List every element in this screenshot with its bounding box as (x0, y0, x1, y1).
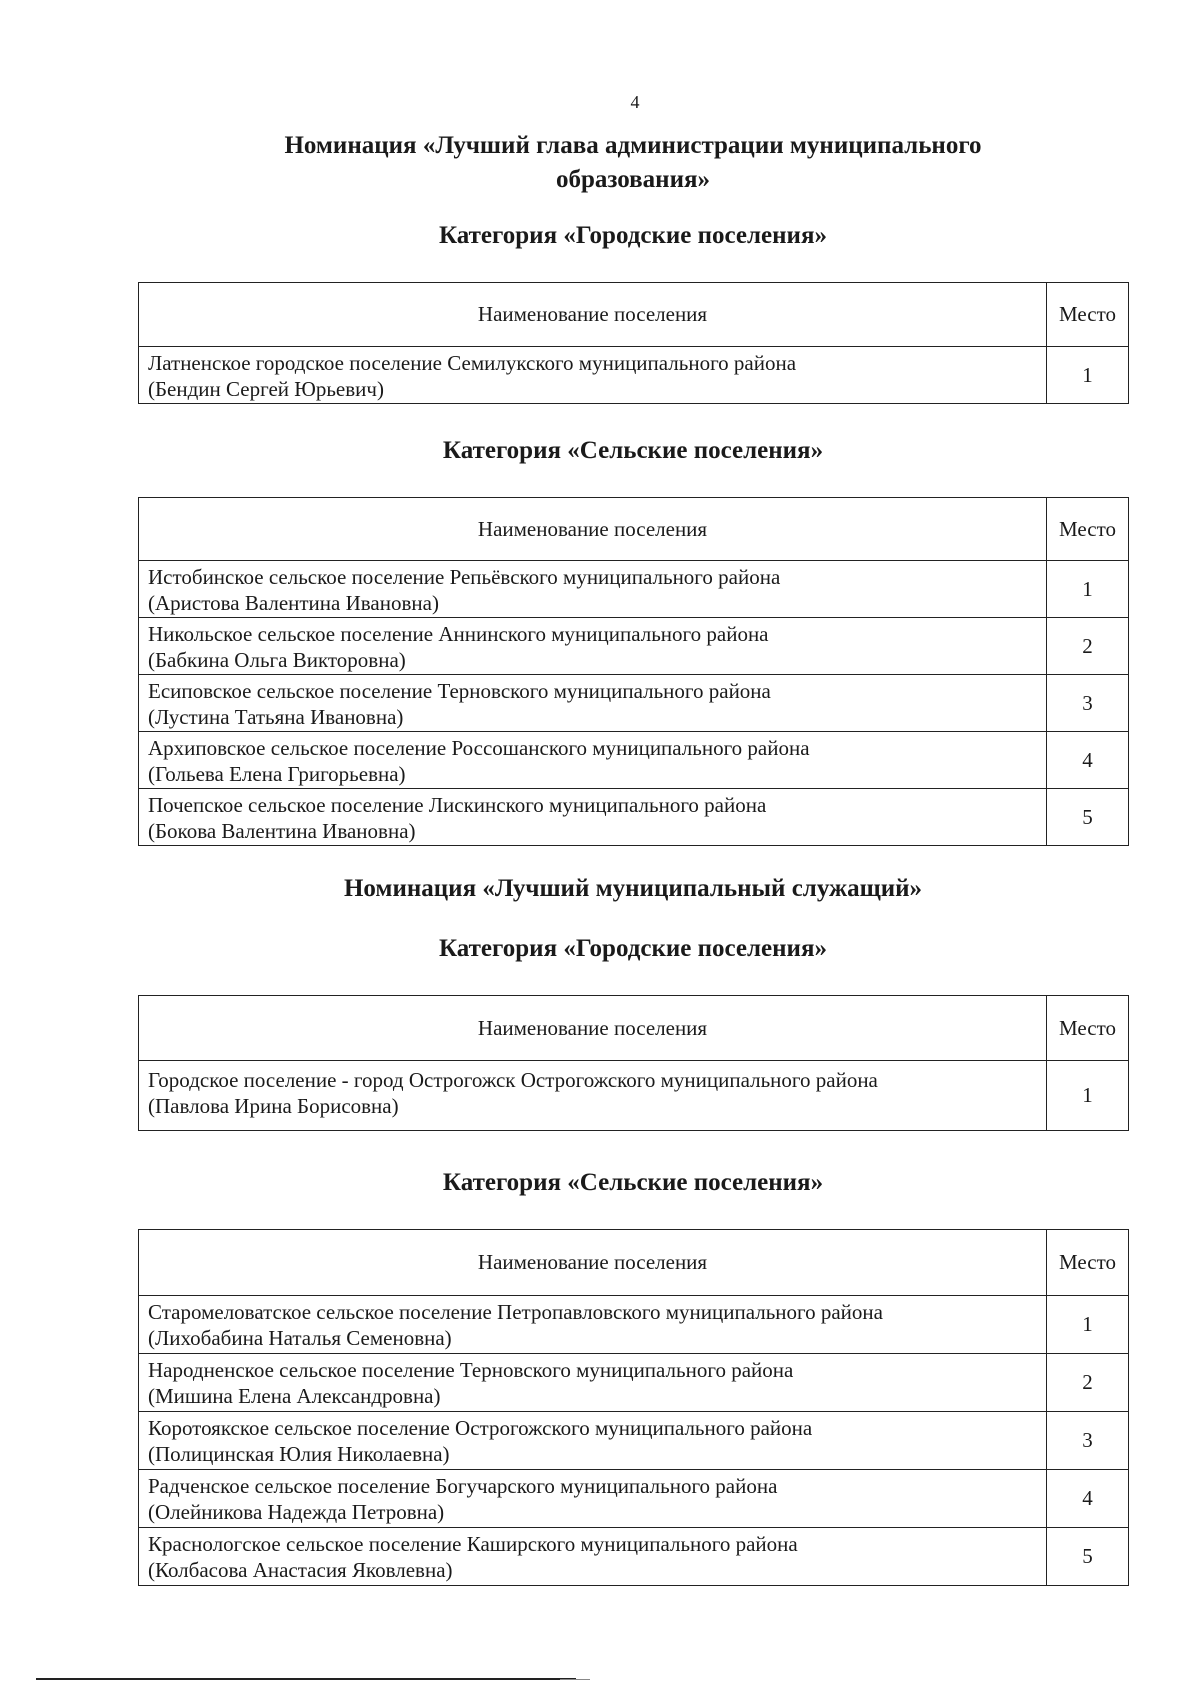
head-name: (Колбасова Анастасия Яковлевна) (148, 1558, 453, 1582)
category-title: Категория «Сельские поселения» (442, 437, 824, 464)
nomination-title: Номинация «Лучший глава администрации муниципального образования» (284, 132, 982, 193)
settlement-cell (139, 1061, 1047, 1131)
table-row (139, 618, 1129, 675)
nomination-title: Номинация «Лучший муниципальный служащий» (343, 875, 923, 902)
head-name: (Олейникова Надежда Петровна) (148, 1500, 445, 1524)
settlement-name: Радченское сельское поселение Богучарского муниципального района (148, 1474, 778, 1498)
column-header-settlement: Наименование поселения (139, 498, 1047, 561)
footer-divider-fragment (560, 1679, 590, 1680)
settlement-name: Архиповское сельское поселение Россошанского муниципального района (148, 736, 810, 760)
settlement-name: Истобинское сельское поселение Репьёвского муниципального района (148, 565, 781, 589)
settlement-name: Есиповское сельское поселение Терновского муниципального района (148, 679, 771, 703)
head-name: (Бабкина Ольга Викторовна) (148, 648, 406, 672)
settlement-cell (139, 1470, 1047, 1528)
table-row (139, 1061, 1129, 1131)
category-title: Категория «Сельские поселения» (442, 1169, 824, 1196)
place-cell: 4 (1047, 1470, 1129, 1528)
settlement-cell (139, 347, 1047, 404)
place-cell: 5 (1047, 789, 1129, 846)
place-cell: 3 (1047, 675, 1129, 732)
settlement-name: Краснологское сельское поселение Каширского муниципального района (148, 1532, 798, 1556)
settlement-cell (139, 1412, 1047, 1470)
settlement-cell (139, 732, 1047, 789)
table-row (139, 675, 1129, 732)
settlement-cell (139, 1528, 1047, 1586)
head-name: (Мишина Елена Александровна) (148, 1384, 441, 1408)
results-table (138, 995, 1129, 1131)
settlement-cell (139, 1354, 1047, 1412)
place-cell: 5 (1047, 1528, 1129, 1586)
head-name: (Аристова Валентина Ивановна) (148, 591, 439, 615)
head-name: (Павлова Ирина Борисовна) (148, 1094, 399, 1118)
table-header-row (139, 996, 1129, 1061)
place-cell: 2 (1047, 1354, 1129, 1412)
place-cell: 1 (1047, 561, 1129, 618)
page-number: 4 (630, 92, 640, 112)
column-header-settlement: Наименование поселения (139, 283, 1047, 347)
table-header-row (139, 1230, 1129, 1296)
head-name: (Лихобабина Наталья Семеновна) (148, 1326, 452, 1350)
head-name: (Бокова Валентина Ивановна) (148, 819, 416, 843)
column-header-place: Место (1047, 498, 1129, 561)
table-row (139, 789, 1129, 846)
place-cell: 1 (1047, 347, 1129, 404)
place-cell: 2 (1047, 618, 1129, 675)
place-cell: 1 (1047, 1061, 1129, 1131)
settlement-cell (139, 675, 1047, 732)
place-cell: 3 (1047, 1412, 1129, 1470)
settlement-cell (139, 618, 1047, 675)
place-cell: 1 (1047, 1296, 1129, 1354)
category-title: Категория «Городские поселения» (439, 935, 827, 962)
results-table (138, 497, 1129, 846)
table-row (139, 1470, 1129, 1528)
settlement-name: Коротоякское сельское поселение Острогожского муниципального района (148, 1416, 813, 1440)
table-row (139, 1296, 1129, 1354)
table-header-row (139, 283, 1129, 347)
table-row (139, 1412, 1129, 1470)
table-header-row (139, 498, 1129, 561)
column-header-settlement: Наименование поселения (139, 996, 1047, 1061)
column-header-settlement: Наименование поселения (139, 1230, 1047, 1296)
table-row (139, 1354, 1129, 1412)
place-cell: 4 (1047, 732, 1129, 789)
column-header-place: Место (1047, 996, 1129, 1061)
results-table (138, 1229, 1129, 1586)
head-name: (Полицинская Юлия Николаевна) (148, 1442, 450, 1466)
table-row (139, 347, 1129, 404)
category-title: Категория «Городские поселения» (439, 222, 827, 249)
table-row (139, 732, 1129, 789)
settlement-name: Народненское сельское поселение Терновского муниципального района (148, 1358, 794, 1382)
settlement-name: Никольское сельское поселение Аннинского муниципального района (148, 622, 769, 646)
settlement-cell (139, 561, 1047, 618)
settlement-name: Латненское городское поселение Семилукского муниципального района (148, 351, 797, 375)
settlement-name: Городское поселение - город Острогожск Острогожского муниципального района (148, 1068, 878, 1092)
settlement-cell (139, 789, 1047, 846)
column-header-place: Место (1047, 283, 1129, 347)
table-row (139, 561, 1129, 618)
table-row (139, 1528, 1129, 1586)
head-name: (Бендин Сергей Юрьевич) (148, 377, 384, 401)
head-name: (Лустина Татьяна Ивановна) (148, 705, 404, 729)
results-table (138, 282, 1129, 404)
settlement-cell (139, 1296, 1047, 1354)
footer-divider (36, 1678, 576, 1680)
settlement-name: Старомеловатское сельское поселение Петропавловского муниципального района (148, 1300, 883, 1324)
column-header-place: Место (1047, 1230, 1129, 1296)
settlement-name: Почепское сельское поселение Лискинского муниципального района (148, 793, 767, 817)
head-name: (Гольева Елена Григорьевна) (148, 762, 406, 786)
